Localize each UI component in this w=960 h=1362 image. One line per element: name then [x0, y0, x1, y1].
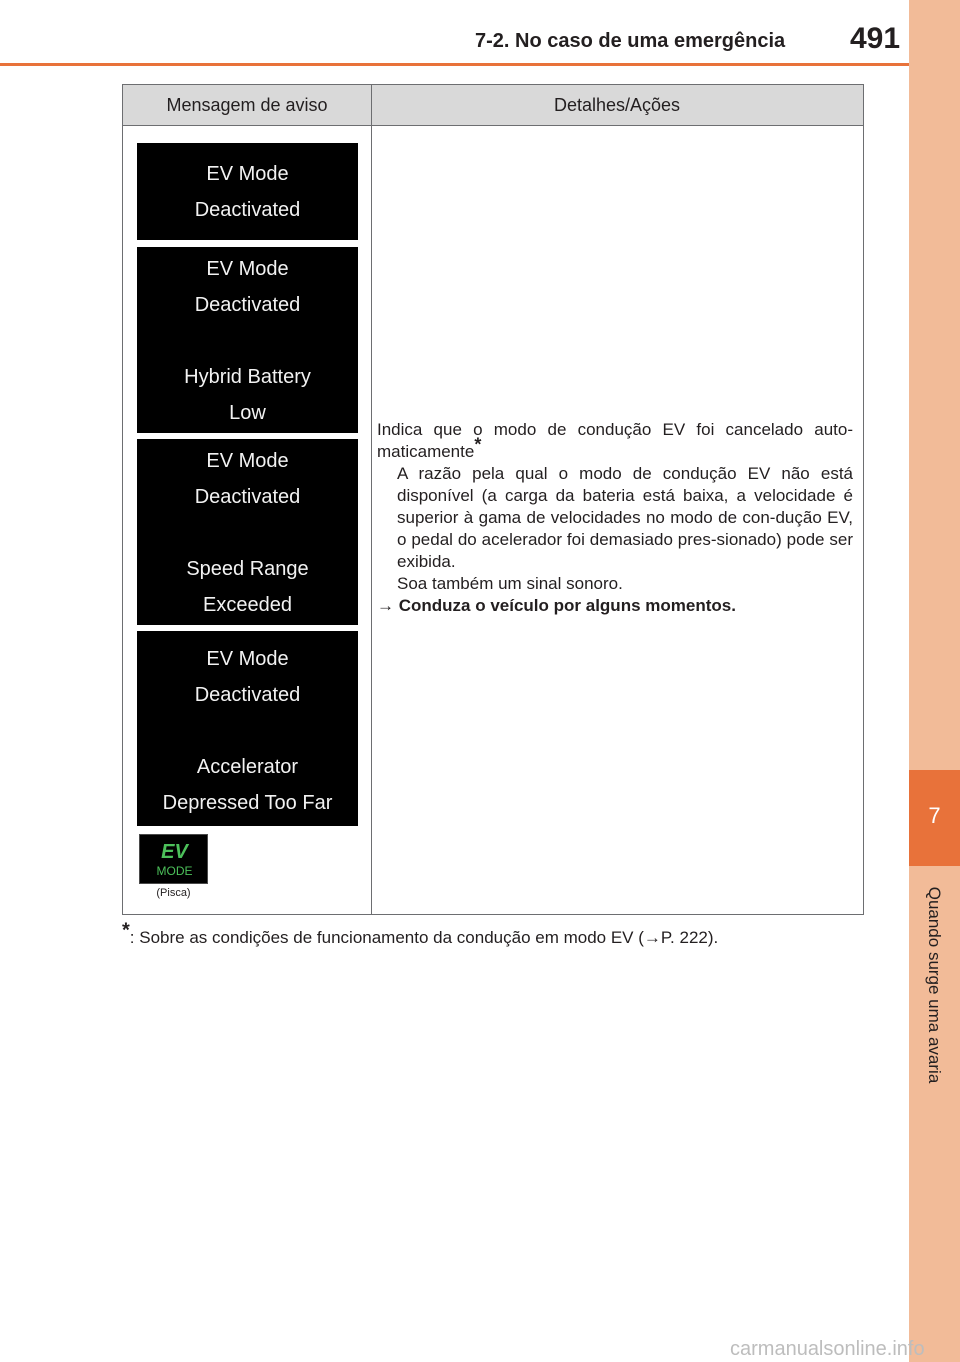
- details-intro-paragraph: [377, 419, 853, 463]
- details-cell: [377, 419, 853, 617]
- details-action-paragraph: [377, 595, 853, 617]
- footnote-text: : Sobre as condições de funcionamento da condução em modo EV (→P. 222).: [129, 928, 719, 947]
- screen-line: Deactivated: [194, 294, 301, 316]
- screen-line: EV Mode: [206, 258, 289, 280]
- warning-message-table: [122, 84, 864, 915]
- table-header-row: [123, 85, 863, 126]
- page-number: 491: [850, 22, 901, 55]
- screen-line: Deactivated: [194, 486, 301, 508]
- screen-line: EV Mode: [206, 450, 289, 472]
- details-action: Conduza o veículo por alguns momentos.: [398, 596, 736, 615]
- screen-line: Exceeded: [203, 594, 292, 616]
- table-header-warning-message: Mensagem de aviso: [166, 95, 328, 115]
- column-divider: [371, 85, 372, 914]
- screen-line: Depressed Too Far: [162, 792, 333, 814]
- indicator-caption: (Pisca): [156, 887, 191, 899]
- details-sound: Soa também um sinal sonoro.: [397, 574, 623, 593]
- section-title: 7-2. No caso de uma emergência: [475, 30, 786, 52]
- details-reason: A razão pela qual o modo de condução EV não está disponível (a carga da bateria está baixa, a velocidade é superior à gama de velocidades no modo de con-dução EV, o pedal do acelerador foi demasiado pres-sionado) pode ser exibida.: [397, 464, 853, 571]
- screen-line: EV Mode: [206, 648, 289, 670]
- table-header-details-actions: Detalhes/Ações: [553, 95, 681, 115]
- details-intro: Indica que o modo de condução EV foi cancelado auto-maticamente: [377, 420, 853, 461]
- footnote-mark: *: [122, 919, 130, 942]
- screen-line: Accelerator: [196, 756, 299, 778]
- screen-line: Speed Range: [186, 558, 309, 580]
- screen-line: EV Mode: [206, 163, 289, 185]
- footnote-mark: *: [474, 434, 482, 455]
- chapter-title: Quando surge uma avaria: [925, 886, 944, 1084]
- screen-line: Low: [229, 402, 266, 424]
- screen-line: Deactivated: [194, 684, 301, 706]
- screen-line: Deactivated: [194, 199, 301, 221]
- chapter-number: 7: [928, 803, 941, 828]
- warning-screen-accelerator-depressed: [137, 631, 358, 826]
- side-tab-strip: [909, 0, 960, 1362]
- header-rule: [0, 63, 909, 66]
- ev-icon-bottom-text: MODE: [156, 864, 193, 878]
- warning-screen-ev-mode-deactivated: [137, 143, 358, 240]
- ev-icon-top-text: EV: [161, 841, 188, 863]
- ev-mode-indicator-icon: [139, 834, 208, 884]
- footnote: [122, 919, 719, 948]
- screen-gap: [137, 323, 358, 359]
- warning-screen-speed-range-exceeded: [137, 439, 358, 625]
- screen-gap: [137, 713, 358, 749]
- arrow-icon: →: [377, 596, 394, 615]
- screen-line: Hybrid Battery: [184, 366, 311, 388]
- screen-gap: [137, 515, 358, 551]
- watermark: carmanualsonline.info: [730, 1338, 925, 1360]
- warning-screen-hybrid-battery-low: [137, 247, 358, 433]
